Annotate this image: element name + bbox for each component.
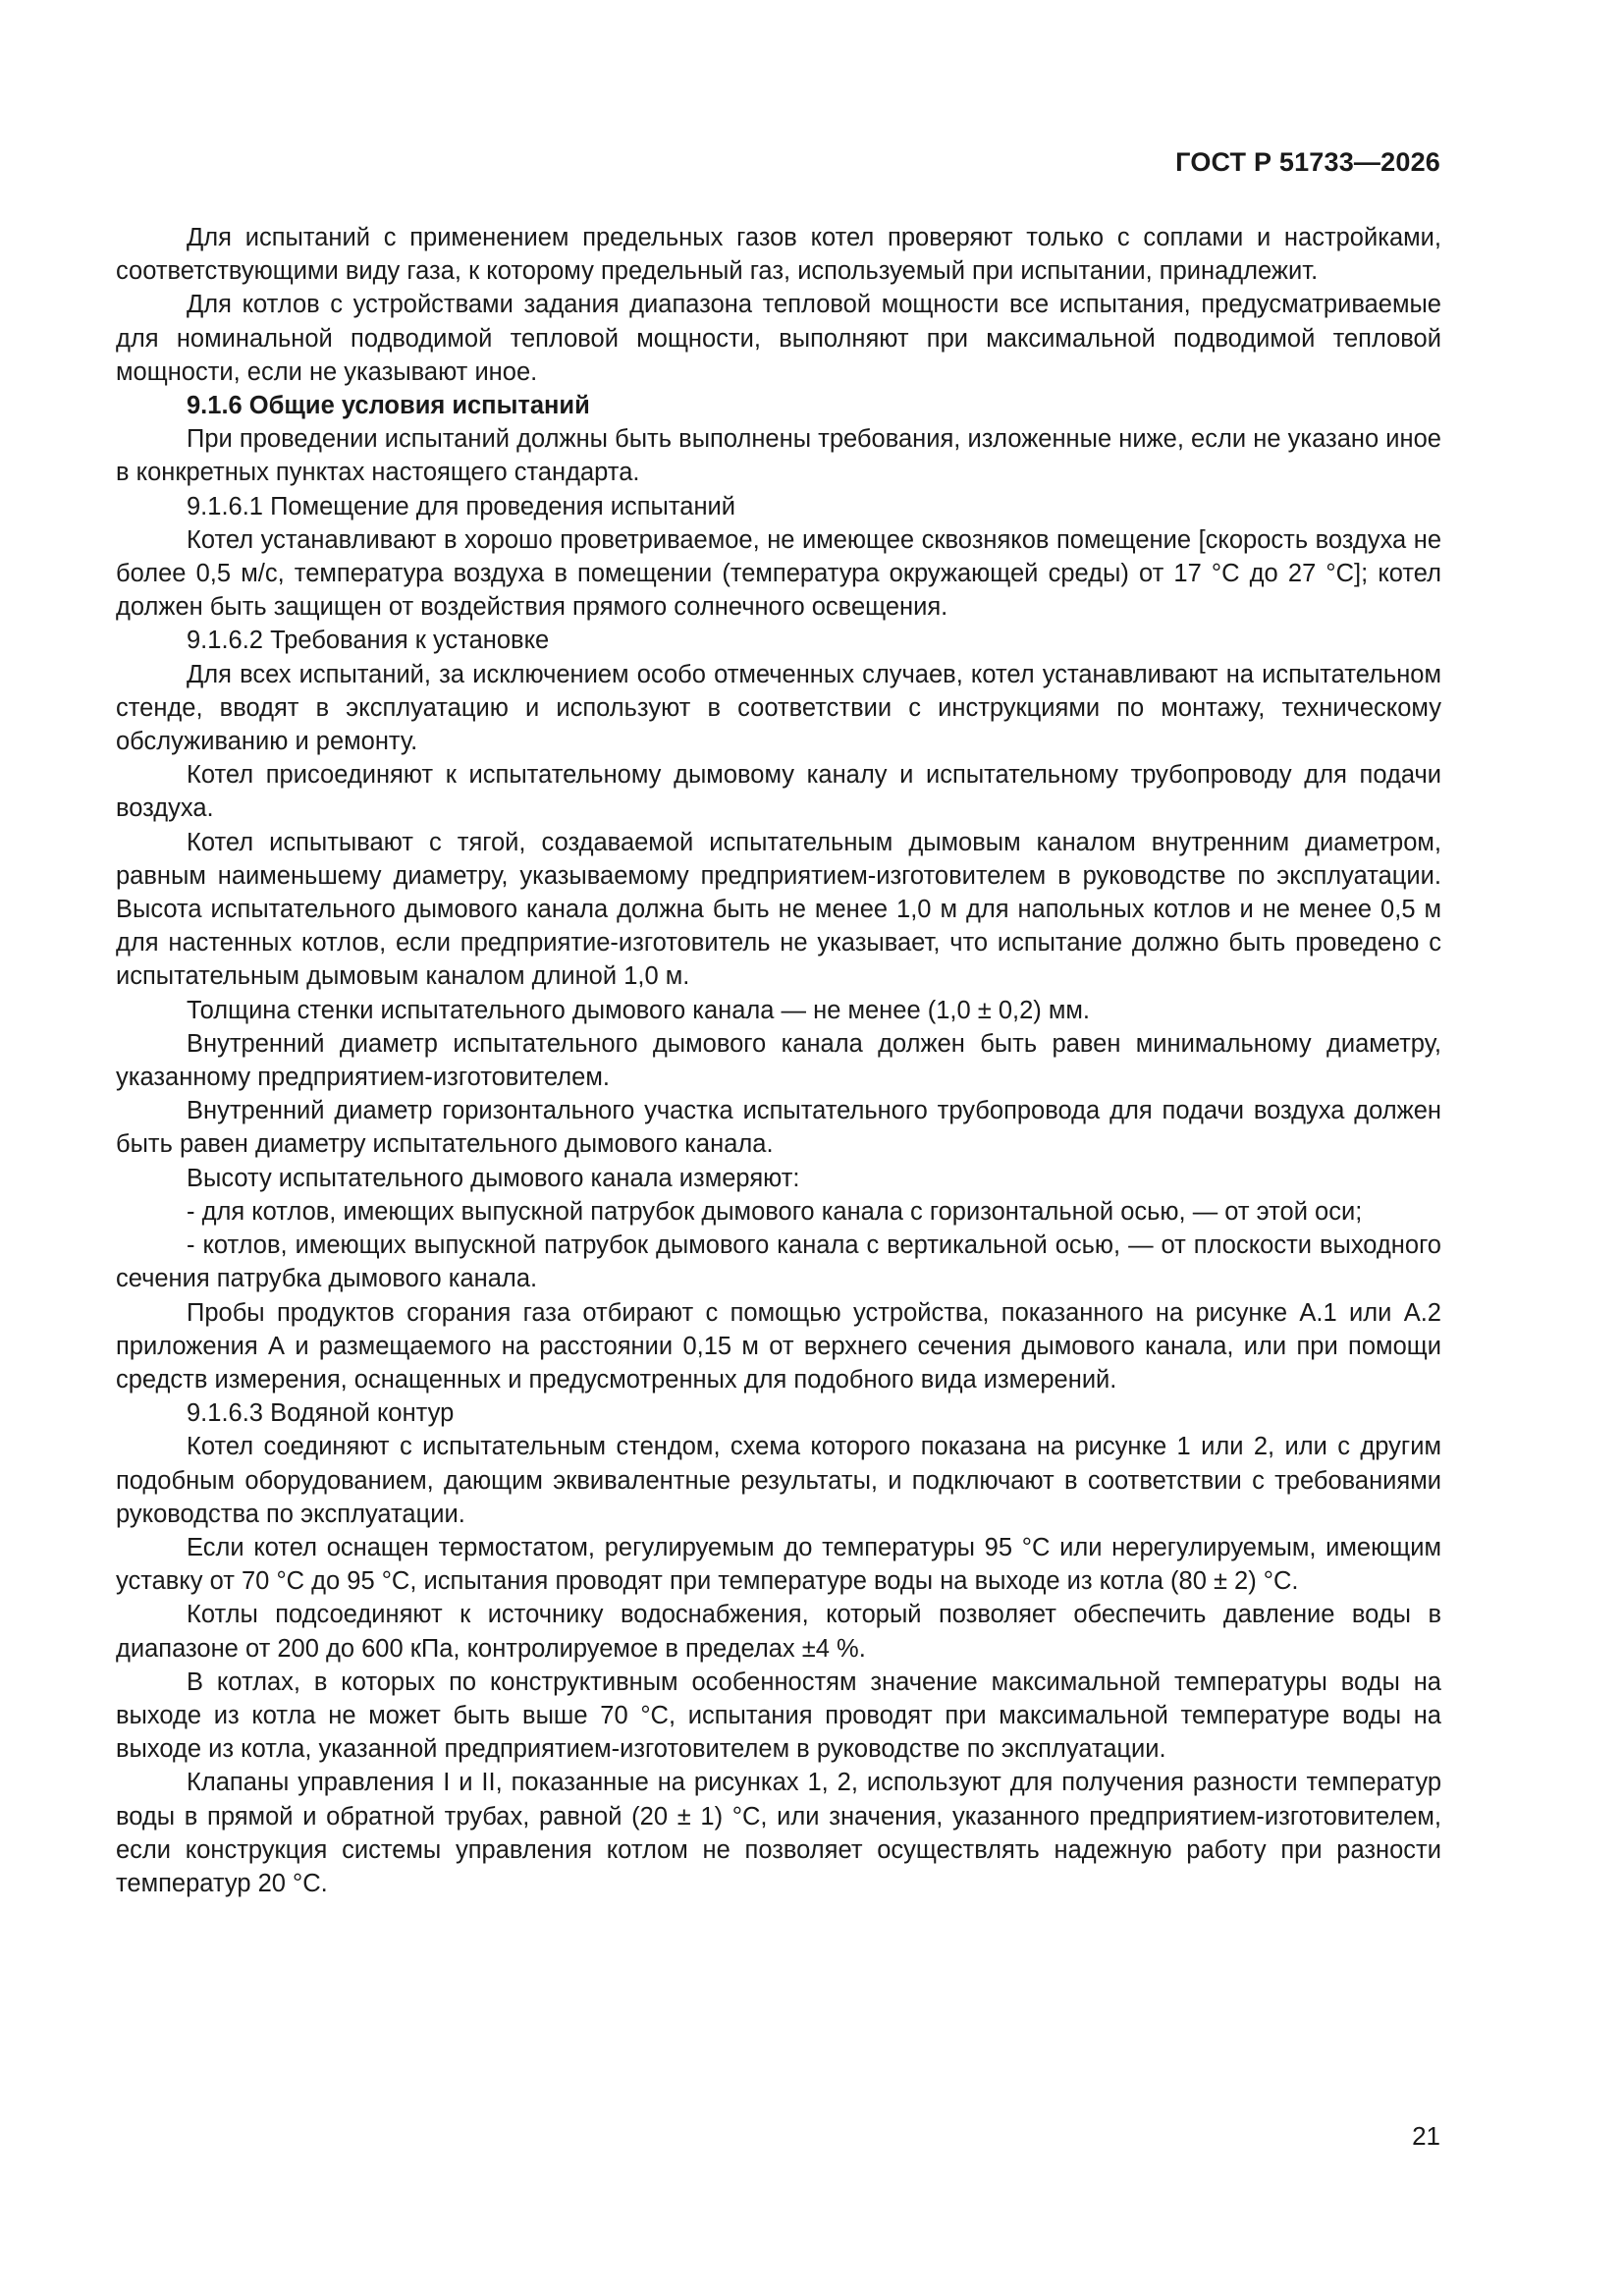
paragraph-thermostat: Если котел оснащен термостатом, регулируемым до температуры 95 °С или нерегулируемым, имеющим уставку от 70 °С до 95 °С, испытания проводят при температуре воды на выходе из котла (80 ± 2) °С. xyxy=(116,1533,1441,1596)
paragraph-power-range: Для котлов с устройствами задания диапазона тепловой мощности все испытания, предусматриваемые для номинальной подводимой тепловой мощности, выполняют при максимальной подводимой тепловой мощности, если не указывают иное. xyxy=(116,291,1441,386)
page-number: 21 xyxy=(1412,2121,1440,2151)
paragraph-combustion-samples: Пробы продуктов сгорания газа отбирают с помощью устройства, показанного на рисунке А.1 или А.2 приложения А и размещаемого на расстоянии 0,15 м от верхнего сечения дымового канала, или при помощи средств измерения, оснащенных и предусмотренных для подобного вида измерений. xyxy=(116,1298,1441,1394)
paragraph-max-temperature: В котлах, в которых по конструктивным особенностям значение максимальной температуры воды на выходе из котла не может быть выше 70 °С, испытания проводят при максимальной температуре воды на выходе из котла, указанной предприятием-изготовителем в руководстве по эксплуатации. xyxy=(116,1667,1441,1764)
paragraph-installation: Для всех испытаний, за исключением особо отмеченных случаев, котел устанавливают на испытательном стенде, вводят в эксплуатацию и используют в соответствии с инструкциями по монтажу, техническому обслуживанию и ремонту. xyxy=(116,660,1441,756)
paragraph-wall-thickness: Толщина стенки испытательного дымового канала — не менее (1,0 ± 0,2) мм. xyxy=(187,996,1090,1024)
paragraph-control-valves: Клапаны управления I и II, показанные на рисунках 1, 2, используют для получения разности температур воды в прямой и обратной трубах, равной (20 ± 1) °С, или значения, указанного предприятием-изготовителем, если конструкция системы управления котлом не позволяет осуществлять надежную работу при разности температур 20 °С. xyxy=(116,1769,1441,1897)
paragraph-flue-connection: Котел присоединяют к испытательному дымовому каналу и испытательному трубопроводу для подачи воздуха. xyxy=(116,761,1441,823)
paragraph-draught: Котел испытывают с тягой, создаваемой испытательным дымовым каналом внутренним диаметром, равным наименьшему диаметру, указываемому предприятием-изготовителем в руководстве по эксплуатации. Высота испытательного дымового канала должна быть не менее 1,0 м для напольных котлов и не менее 0,5 м для настенных котлов, если предприятие-изготовитель не указывает, что испытание должно быть проведено с испытательным дымовым каналом длиной 1,0 м. xyxy=(116,828,1441,991)
paragraph-test-room: Котел устанавливают в хорошо проветриваемое, не имеющее сквозняков помещение [скорость воздуха не более 0,5 м/с, температура воздуха в помещении (температура окружающей среды) от 17 °С до 27 °С]; котел должен быть защищен от воздействия прямого солнечного освещения. xyxy=(116,525,1441,622)
paragraph-air-pipe-diameter: Внутренний диаметр горизонтального участка испытательного трубопровода для подачи воздуха должен быть равен диаметру испытательного дымового канала. xyxy=(116,1097,1441,1159)
paragraph-flue-diameter: Внутренний диаметр испытательного дымового канала должен быть равен минимальному диаметру, указанному предприятием-изготовителем. xyxy=(116,1029,1441,1092)
list-item-vertical-axis: - котлов, имеющих выпускной патрубок дымового канала с вертикальной осью, — от плоскости выходного сечения патрубка дымового канала. xyxy=(116,1231,1441,1293)
paragraph-water-supply: Котлы подсоединяют к источнику водоснабжения, который позволяет обеспечить давление воды в диапазоне от 200 до 600 кПа, контролируемое в пределах ±4 %. xyxy=(116,1601,1441,1663)
paragraph-limit-gases: Для испытаний с применением предельных газов котел проверяют только с соплами и настройками, соответствующими виду газа, к которому предельный газ, используемый при испытании, принадлежит. xyxy=(116,224,1441,286)
paragraph-flue-height-measure: Высоту испытательного дымового канала измеряют: xyxy=(187,1164,800,1192)
paragraph-general-requirements: При проведении испытаний должны быть выполнены требования, изложенные ниже, если не указано иное в конкретных пунктах настоящего стандарта. xyxy=(116,425,1441,487)
document-code-header: ГОСТ Р 51733—2026 xyxy=(1175,147,1440,177)
subsection-heading-9-1-6-1: 9.1.6.1 Помещение для проведения испытаний xyxy=(187,492,736,520)
subsection-heading-9-1-6-2: 9.1.6.2 Требования к установке xyxy=(187,627,550,655)
subsection-heading-9-1-6-3: 9.1.6.3 Водяной контур xyxy=(187,1399,455,1428)
list-item-horizontal-axis: - для котлов, имеющих выпускной патрубок дымового канала с горизонтальной осью, — от этой оси; xyxy=(187,1197,1363,1226)
document-body xyxy=(116,221,1441,1900)
paragraph-test-bench: Котел соединяют с испытательным стендом, схема которого показана на рисунке 1 или 2, или с другим подобным оборудованием, дающим эквивалентные результаты, и подключают в соответствии с требованиями руководства по эксплуатации. xyxy=(116,1433,1441,1528)
section-heading-9-1-6: 9.1.6 Общие условия испытаний xyxy=(187,392,590,420)
